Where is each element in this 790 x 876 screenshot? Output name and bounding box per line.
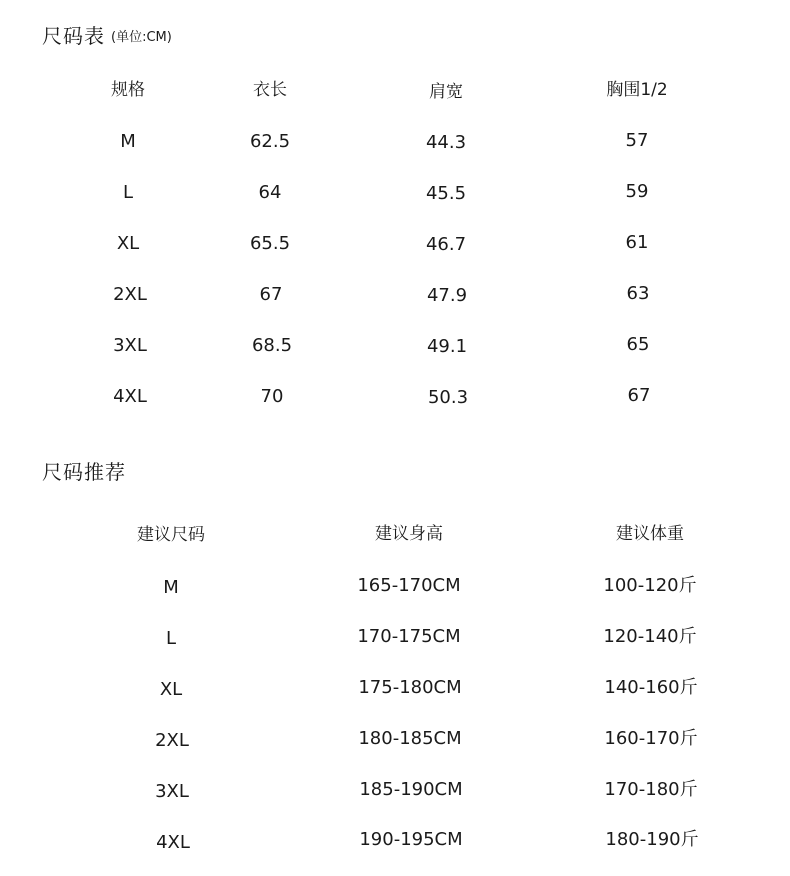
size-chart-title-text: 尺码表 <box>42 24 105 48</box>
size-chart-cell: 4XL <box>113 386 147 407</box>
recommendation-cell: 3XL <box>155 781 189 802</box>
recommendation-cell: 120-140斤 <box>603 626 697 647</box>
recommendation-cell: 4XL <box>156 832 190 853</box>
recommendation-cell: 170-180斤 <box>604 779 698 800</box>
recommendation-cell: 100-120斤 <box>603 575 697 596</box>
size-chart-cell: L <box>122 182 134 203</box>
size-chart-cell: 59 <box>625 181 649 202</box>
recommendation-header-weight: 建议体重 <box>616 524 684 544</box>
size-chart-header-length: 衣长 <box>253 80 287 100</box>
size-chart-title <box>42 20 172 49</box>
size-chart-cell: 67 <box>627 385 651 406</box>
size-chart-unit: (单位:CM) <box>111 30 172 45</box>
size-chart-cell: 44.3 <box>425 132 467 153</box>
size-chart-cell: 46.7 <box>425 234 467 255</box>
size-chart-cell: 61 <box>625 232 649 253</box>
recommendation-cell: 175-180CM <box>358 677 462 698</box>
size-chart-cell: 63 <box>626 283 650 304</box>
recommendation-cell: 160-170斤 <box>604 728 698 749</box>
size-chart-cell: 47.9 <box>426 285 468 306</box>
recommendation-cell: M <box>163 577 179 598</box>
size-chart-cell: 57 <box>625 130 649 151</box>
size-chart-cell: 64 <box>258 182 282 203</box>
size-chart-header-shoulder: 肩宽 <box>429 82 463 102</box>
size-chart-header-chest: 胸围1/2 <box>606 80 668 100</box>
size-chart-cell: 67 <box>259 284 283 305</box>
size-chart-cell: 3XL <box>113 335 147 356</box>
recommendation-cell: 165-170CM <box>357 575 461 596</box>
size-chart-cell: 70 <box>260 386 284 407</box>
size-chart-cell: 65 <box>626 334 650 355</box>
recommendation-cell: 2XL <box>155 730 189 751</box>
recommendation-cell: 190-195CM <box>359 829 463 850</box>
recommendation-cell: 180-190斤 <box>605 829 699 850</box>
size-chart-cell: 49.1 <box>426 336 468 357</box>
recommendation-title <box>42 456 126 485</box>
size-chart-cell: 65.5 <box>249 233 291 254</box>
recommendation-title-text: 尺码推荐 <box>42 460 126 484</box>
size-chart-cell: 68.5 <box>251 335 293 356</box>
recommendation-cell: XL <box>159 679 183 700</box>
recommendation-header-size: 建议尺码 <box>137 525 205 545</box>
size-chart-cell: M <box>120 131 136 152</box>
size-chart-cell: 2XL <box>113 284 147 305</box>
size-chart-header-spec: 规格 <box>111 80 145 100</box>
size-chart-cell: 45.5 <box>425 183 467 204</box>
recommendation-cell: L <box>165 628 177 649</box>
size-chart-cell: 62.5 <box>249 131 291 152</box>
recommendation-cell: 170-175CM <box>357 626 461 647</box>
recommendation-cell: 185-190CM <box>359 779 463 800</box>
recommendation-cell: 180-185CM <box>358 728 462 749</box>
recommendation-cell: 140-160斤 <box>604 677 698 698</box>
recommendation-header-height: 建议身高 <box>375 524 443 544</box>
size-chart-cell: XL <box>116 233 140 254</box>
size-chart-cell: 50.3 <box>427 387 469 408</box>
